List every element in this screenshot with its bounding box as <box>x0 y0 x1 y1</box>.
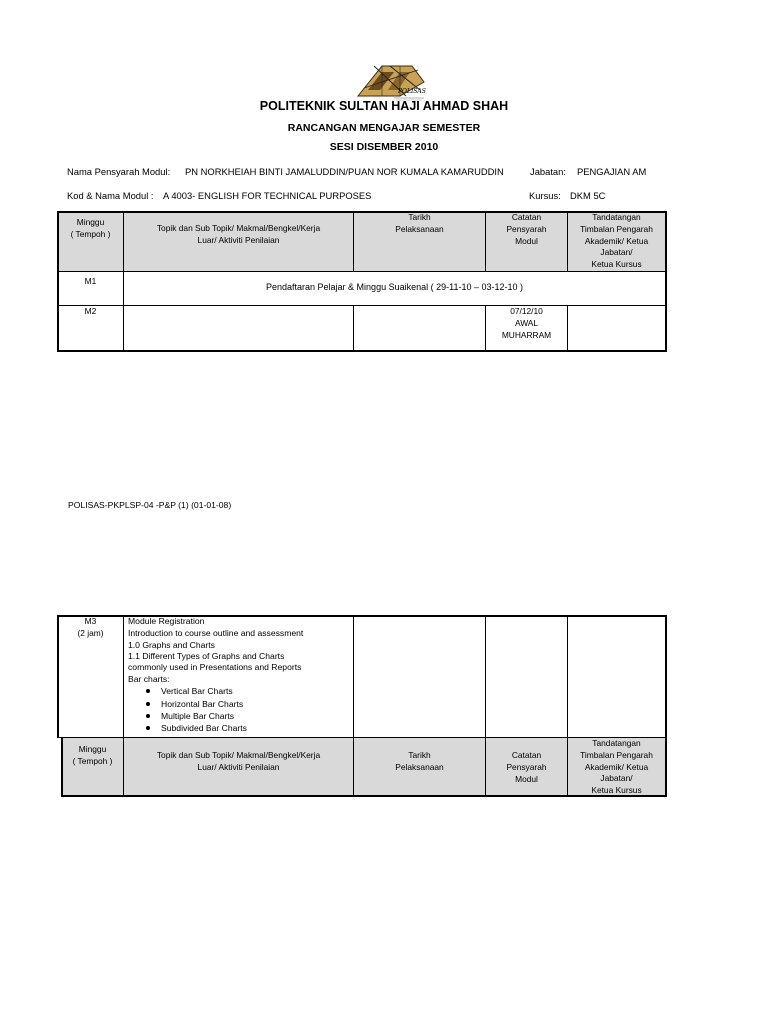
row-m3-topic-line3: 1.0 Graphs and Charts <box>128 640 215 650</box>
header2-signature-line4: Jabatan/ <box>600 773 633 784</box>
department-value: PENGAJIAN AM <box>577 166 647 177</box>
row-m2-notes <box>486 306 567 341</box>
header2-notes-line2: Pensyarah <box>506 761 547 772</box>
form-code: POLISAS-PKPLSP-04 -P&P (1) (01-01-08) <box>68 500 232 510</box>
row-m2-week: M2 <box>84 306 97 316</box>
header-signature-line1: Tandatangan <box>592 212 641 222</box>
row-m3-week-line2: (2 jam) <box>77 627 104 638</box>
row-m3-week <box>58 616 123 640</box>
row-m1-merged-text: Pendaftaran Pelajar & Minggu Suaikenal ( 29-11-10 – 03-12-10 ) <box>266 282 523 292</box>
header2-signature <box>568 738 665 797</box>
header2-date-line1: Tarikh <box>408 750 431 760</box>
bullet-icon <box>146 689 150 693</box>
row-m3-bullet1: Vertical Bar Charts <box>161 686 233 696</box>
row-m3-week-line1: M3 <box>84 616 97 626</box>
header2-notes-line1: Catatan <box>511 750 542 760</box>
lecturer-label: Nama Pensyarah Modul: <box>67 166 171 177</box>
row-m3-bullet3: Multiple Bar Charts <box>161 711 235 721</box>
header-date <box>354 212 485 236</box>
header-week-line2: ( Tempoh ) <box>70 228 111 239</box>
header-week <box>58 217 123 241</box>
header-notes-line2: Pensyarah <box>506 223 547 234</box>
module-label: Kod & Nama Modul : <box>67 190 154 201</box>
department-label: Jabatan: <box>530 166 566 177</box>
bullet-icon <box>146 702 150 706</box>
header2-date-line2: Pelaksanaan <box>395 761 444 772</box>
header2-week-line2: ( Tempoh ) <box>72 755 113 766</box>
institution-title: POLITEKNIK SULTAN HAJI AHMAD SHAH <box>259 99 509 113</box>
header-signature-line5: Ketua Kursus <box>591 259 642 270</box>
header2-topic <box>124 750 353 774</box>
row-m3-topic-line1: Module Registration <box>128 616 205 626</box>
header2-topic-line1: Topik dan Sub Topik/ Makmal/Bengkel/Kerja <box>156 750 321 760</box>
session-title: SESI DISEMBER 2010 <box>329 141 439 153</box>
svg-text:POLISAS: POLISAS <box>398 88 426 95</box>
header-notes-line3: Modul <box>515 235 538 246</box>
row-m1-week: M1 <box>84 276 97 286</box>
header2-signature-line2: Timbalan Pengarah <box>580 749 653 760</box>
bullet-icon <box>146 726 150 730</box>
polisas-logo <box>354 60 428 102</box>
row-m3-topic-line4: 1.1 Different Types of Graphs and Charts <box>128 651 285 661</box>
header2-signature-line3: Akademik/ Ketua <box>584 761 649 772</box>
row-m2-notes-line3: MUHARRAM <box>501 329 552 340</box>
header-date-line2: Pelaksanaan <box>395 223 444 234</box>
module-value: A 4003- ENGLISH FOR TECHNICAL PURPOSES <box>163 190 372 201</box>
row-m3-topic-line6: Bar charts: <box>128 674 170 684</box>
header2-signature-line1: Tandatangan <box>592 738 641 748</box>
row-m3-topic-line2: Introduction to course outline and assessment <box>128 628 304 638</box>
header-week-line1: Minggu <box>76 217 105 227</box>
bullet-icon <box>146 714 150 718</box>
header-signature-line3: Akademik/ Ketua <box>584 235 649 246</box>
lecturer-value: PN NORKHEIAH BINTI JAMALUDDIN/PUAN NOR KUMALA KAMARUDDIN <box>185 166 504 177</box>
header2-date <box>354 750 485 774</box>
header2-notes <box>486 750 567 785</box>
header-topic <box>124 223 353 247</box>
header-date-line1: Tarikh <box>408 212 431 222</box>
header-signature-line4: Jabatan/ <box>600 247 633 258</box>
header2-signature-line5: Ketua Kursus <box>591 785 642 796</box>
row-m3-bullet2: Horizontal Bar Charts <box>161 699 244 709</box>
header2-week <box>62 744 123 768</box>
course-label: Kursus: <box>529 190 561 201</box>
row-m2-notes-line1: 07/12/10 <box>510 306 543 316</box>
header-notes <box>486 212 567 247</box>
plan-title: RANCANGAN MENGAJAR SEMESTER <box>287 122 481 134</box>
row-m2-notes-line2: AWAL <box>514 317 539 328</box>
course-value: DKM 5C <box>570 190 606 201</box>
row-m3-topic-line5: commonly used in Presentations and Reports <box>128 662 302 672</box>
header2-week-line1: Minggu <box>78 744 107 754</box>
header-signature-line2: Timbalan Pengarah <box>580 223 653 234</box>
header2-notes-line3: Modul <box>515 773 538 784</box>
header-notes-line1: Catatan <box>511 212 542 222</box>
header-topic-line2: Luar/ Aktiviti Penilaian <box>197 234 280 245</box>
header-signature <box>568 212 665 271</box>
header-topic-line1: Topik dan Sub Topik/ Makmal/Bengkel/Kerja <box>156 223 321 233</box>
row-m3-bullet4: Subdivided Bar Charts <box>161 723 247 733</box>
header2-topic-line2: Luar/ Aktiviti Penilaian <box>197 761 280 772</box>
